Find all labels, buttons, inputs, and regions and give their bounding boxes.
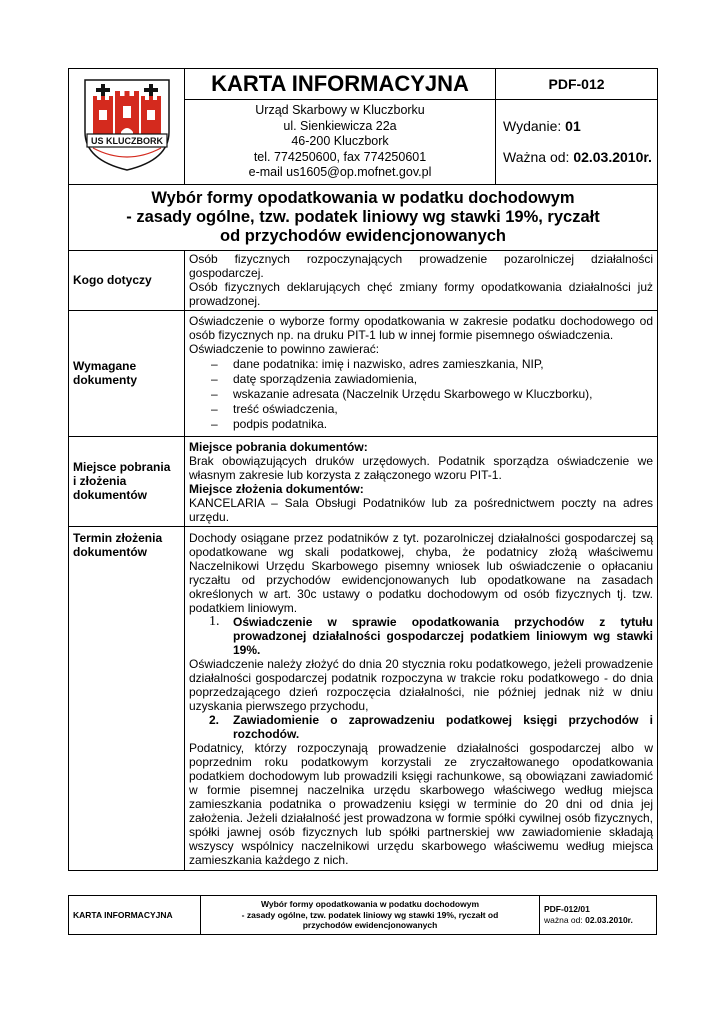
required-items-list xyxy=(189,357,653,432)
card-title: KARTA INFORMACYJNA xyxy=(185,69,496,100)
list-item: – datę sporządzenia zawiadomienia, xyxy=(211,372,653,387)
list-item: – wskazanie adresata (Naczelnik Urzędu Skarbowego w Kluczborku), xyxy=(211,387,653,402)
footer-valid-value: 02.03.2010r. xyxy=(585,914,633,925)
miejsce-label-2: i złożenia xyxy=(73,474,127,488)
office-phone: tel. 774250600, fax 774250601 xyxy=(253,149,427,164)
miejsce-label-1: Miejsce pobrania xyxy=(73,460,171,474)
office-address xyxy=(185,100,496,185)
logo-cell xyxy=(69,69,185,185)
office-name: Urząd Skarbowy w Kluczborku xyxy=(255,103,425,117)
termin-p1: Dochody osiągane przez podatników z tyt. pozarolniczej działalności gospodarczej są opodatkowane wg skali podatkowej, chyba, że podatnicy złożą właściwemu Naczelnikowi Urzędu Skarbowego pisemny wniosek lub oświadczenie o opłacaniu ryczałtu od przychodów ewidencjonowanych lub opodatkowane na zasadach określonych w art. 30c ustawy o podatku dochodowym od osób fizycznych tj. tzw. podatkiem liniowym. xyxy=(189,530,654,615)
item-number: 2. xyxy=(209,712,220,727)
termin-label xyxy=(69,526,185,870)
termin-p3: Podatnicy, którzy rozpoczynają prowadzenie działalności gospodarczej albo w poprzednim roku podatkowym korzystali ze zryczałtowanego opodatkowania podatkiem dochodowym lub prowadzili księgi rachunkowe, są obowiązani zawiadomić w formie pisemnej naczelnika urzędu skarbowego właściwego według miejsca zamieszkania podatnika o prowadzeniu księgi w terminie do 20 dni od dnia jej założenia. Jeżeli działalność jest prowadzona w formie spółki cywilnej osób fizycznych, spółki jawnej osób fizycznych lub spółki partnerskiej ww zawiadomienie składają wszyscy wspólnicy naczelnikowi urzędu skarbowego właściwemu według miejsca zamieszkania każdego z nich. xyxy=(189,740,654,867)
footer-subject-1: Wybór formy opodatkowania w podatku dochodowym xyxy=(260,899,480,909)
edition-info xyxy=(496,100,658,185)
miejsce-label-3: dokumentów xyxy=(73,488,147,502)
termin-item-1 xyxy=(189,615,653,657)
wymagane-label-1: Wymagane xyxy=(73,359,137,373)
subject-line-3: od przychodów ewidencjonowanych xyxy=(219,226,507,245)
footer-code: PDF-012/01 xyxy=(544,904,590,915)
kogo-label: Kogo dotyczy xyxy=(69,250,185,310)
subject-line-1: Wybór formy opodatkowania w podatku dochodowym xyxy=(151,188,575,207)
logo-text: US KLUCZBORK xyxy=(90,135,163,146)
list-item: – treść oświadczenia, xyxy=(211,402,653,417)
office-city: 46-200 Kluczbork xyxy=(291,134,389,148)
subject-heading xyxy=(69,184,658,250)
coat-of-arms-logo xyxy=(79,76,175,172)
miejsce-p2: KANCELARIA – Sala Obsługi Podatników lub za pośrednictwem poczty na adres urzędu. xyxy=(189,495,654,524)
miejsce-label xyxy=(69,436,185,526)
footer-code-cell xyxy=(540,896,657,935)
miejsce-p1: Brak obowiązujących druków urzędowych. Podatnik sporządza oświadczenie we własnym zakresie lub korzysta z załączonego wzoru PIT-1. xyxy=(189,453,654,482)
termin-p2: Oświadczenie należy złożyć do dnia 20 stycznia roku podatkowego, jeżeli prowadzenie działalności gospodarczej podatnik rozpoczyna w trakcie roku podatkowego - do dnia poprzedzającego dzień rozpoczęcia działalności, nie później jednak niż w dniu uzyskania pierwszego przychodu, xyxy=(189,656,654,713)
termin-label-1: Termin złożenia xyxy=(73,530,163,545)
kogo-content xyxy=(185,250,658,310)
miejsce-h2: Miejsce złożenia dokumentów: xyxy=(189,481,364,496)
valid-value: 02.03.2010r. xyxy=(573,149,652,165)
kogo-p1: Osób fizycznych rozpoczynających prowadzenie pozarolniczej działalności gospodarczej. xyxy=(189,251,654,280)
kogo-p2: Osób fizycznych deklarujących chęć zmiany formy opodatkowania działalności już prowadzonej. xyxy=(189,279,654,308)
card-code: PDF-012 xyxy=(496,69,658,100)
wymagane-label-2: dokumenty xyxy=(73,373,138,387)
termin-item-2 xyxy=(189,713,653,741)
wymagane-content xyxy=(185,310,658,436)
footer-title: KARTA INFORMACYJNA xyxy=(69,896,201,935)
list-item: – podpis podatnika. xyxy=(211,417,653,432)
termin-content xyxy=(185,526,658,870)
wymagane-p1: Oświadczenie o wyborze formy opodatkowania w zakresie podatku dochodowego od osób fizycznych np. na druku PIT-1 lub w innej formie pisemnego oświadczenia. xyxy=(189,313,654,342)
page-footer xyxy=(68,895,657,935)
footer-valid-label: ważna od: xyxy=(544,914,583,925)
list-item: – dane podatnika: imię i nazwisko, adres zamieszkania, NIP, xyxy=(211,357,653,372)
footer-subject-3: przychodów ewidencjonowanych xyxy=(302,920,438,930)
footer-subject-2: - zasady ogólne, tzw. podatek liniowy wg stawki 19%, ryczałt od xyxy=(241,909,499,920)
info-table xyxy=(68,68,658,871)
footer-table xyxy=(68,895,657,935)
valid-label: Ważna od: xyxy=(503,149,570,165)
item-text: Zawiadomienie o zaprowadzeniu podatkowej księgi przychodów i rozchodów. xyxy=(233,712,654,741)
edition-label: Wydanie: xyxy=(503,118,562,134)
termin-label-2: dokumentów xyxy=(73,544,147,559)
office-street: ul. Sienkiewicza 22a xyxy=(283,118,397,133)
subject-line-2: - zasady ogólne, tzw. podatek liniowy wg stawki 19%, ryczałt xyxy=(126,207,600,226)
miejsce-h1: Miejsce pobrania dokumentów: xyxy=(189,439,368,454)
wymagane-p2: Oświadczenie to powinno zawierać: xyxy=(189,341,380,356)
office-email: e-mail us1605@op.mofnet.gov.pl xyxy=(248,165,432,179)
item-number: 1. xyxy=(209,613,220,629)
footer-subject xyxy=(201,896,540,935)
miejsce-content xyxy=(185,436,658,526)
wymagane-label xyxy=(69,310,185,436)
edition-value: 01 xyxy=(565,118,581,134)
item-text: Oświadczenie w sprawie opodatkowania przychodów z tytułu prowadzonej działalności gospodarczej podatkiem liniowym wg stawki 19%. xyxy=(233,614,654,657)
info-card xyxy=(68,68,657,871)
